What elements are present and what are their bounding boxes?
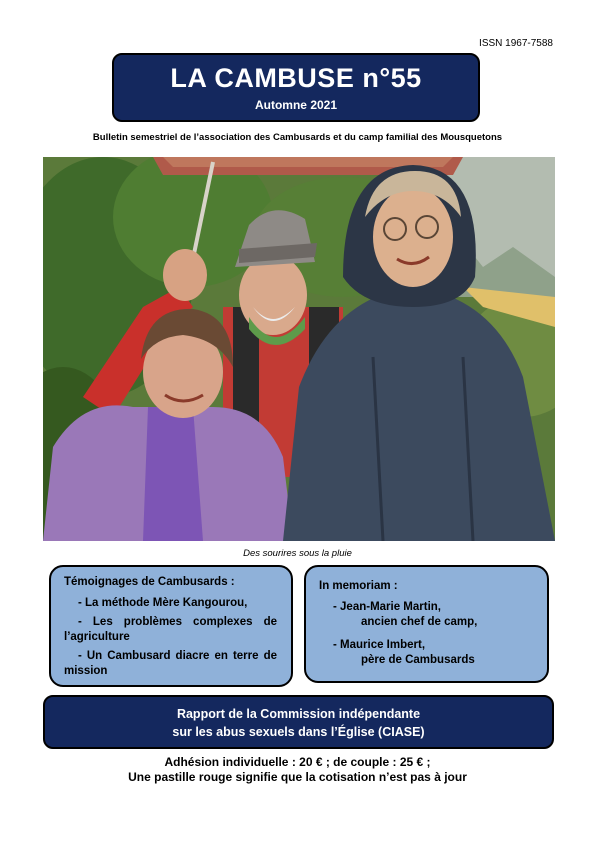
masthead xyxy=(112,53,480,122)
issue-season: Automne 2021 xyxy=(254,98,338,112)
memoriam-name: - Jean-Marie Martin, xyxy=(333,601,441,613)
memoriam-name: - Maurice Imbert, xyxy=(333,639,426,651)
bulletin-subtitle: Bulletin semestriel de l’association des Cambusards et du camp familial des Mousquetons xyxy=(92,132,503,143)
bulletin-title: LA CAMBUSE n°55 xyxy=(170,63,422,93)
memoriam-box xyxy=(304,565,549,683)
cover-photo-illustration xyxy=(43,157,555,541)
issn-number: ISSN 1967-7588 xyxy=(479,38,553,49)
memoriam-role: père de Cambusards xyxy=(361,654,475,666)
memoriam-heading: In memoriam : xyxy=(319,580,398,592)
testimony-item: - La méthode Mère Kangourou, xyxy=(78,597,248,609)
ciase-banner xyxy=(43,695,554,749)
membership-reminder: Une pastille rouge signifie que la cotisation n’est pas à jour xyxy=(128,770,467,784)
testimonies-box xyxy=(49,565,293,687)
membership-note xyxy=(0,755,595,785)
memoriam-item xyxy=(319,600,533,630)
ciase-line: Rapport de la Commission indépendante xyxy=(176,707,421,721)
membership-fees: Adhésion individuelle : 20 € ; de couple : 25 € ; xyxy=(164,755,431,769)
testimony-item: - Un Cambusard diacre en terre de mission xyxy=(64,650,277,677)
testimony-item: - Les problèmes complexes de l’agriculture xyxy=(64,616,277,643)
memoriam-role: ancien chef de camp, xyxy=(361,616,478,628)
ciase-line: sur les abus sexuels dans l’Église (CIASE) xyxy=(172,725,425,739)
photo-caption: Des sourires sous la pluie xyxy=(243,548,352,559)
testimonies-heading: Témoignages de Cambusards : xyxy=(64,576,235,588)
cover-photo xyxy=(43,157,555,541)
memoriam-item xyxy=(319,638,533,668)
